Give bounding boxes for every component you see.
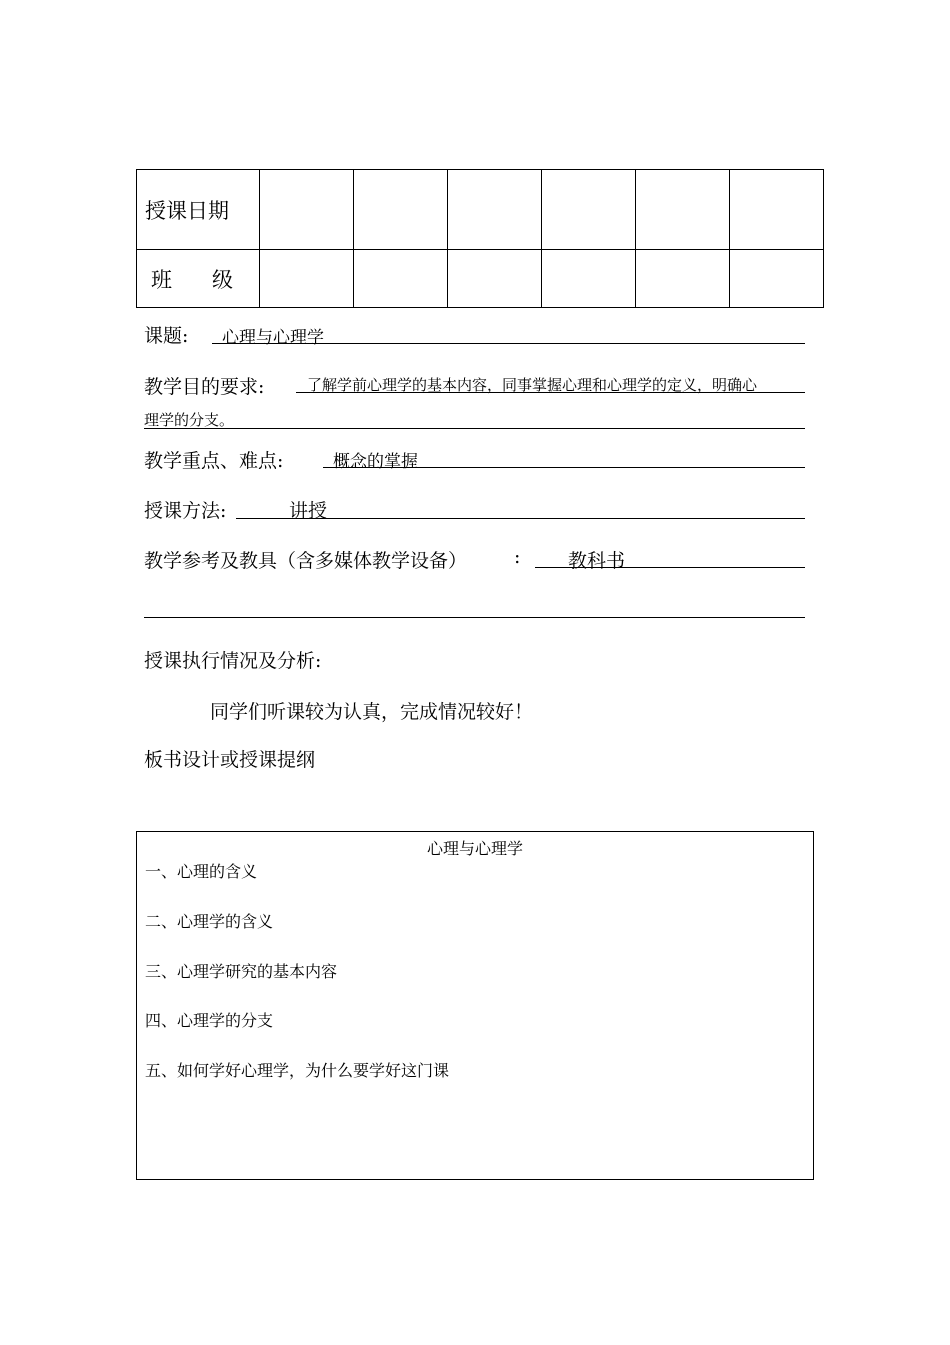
- class-label-cell: [137, 250, 260, 308]
- class-cell[interactable]: [448, 250, 542, 308]
- topic-label: 课题:: [144, 325, 189, 347]
- method-value: 讲授: [289, 500, 328, 522]
- class-cell[interactable]: [542, 250, 636, 308]
- class-cell[interactable]: [260, 250, 354, 308]
- class-row: [137, 250, 824, 308]
- date-cell[interactable]: [730, 170, 824, 250]
- date-cell[interactable]: [448, 170, 542, 250]
- references-colon: :: [514, 546, 521, 568]
- class-cell[interactable]: [730, 250, 824, 308]
- board-design-box: [136, 831, 814, 1180]
- objectives-underline-1: [296, 392, 805, 393]
- date-label-cell: [137, 170, 260, 250]
- key-points-label: 教学重点、难点:: [144, 450, 284, 472]
- board-item: 三、心理学研究的基本内容: [145, 962, 338, 981]
- blank-underline: [144, 617, 805, 618]
- date-label: 授课日期: [145, 198, 229, 223]
- objectives-label: 教学目的要求:: [144, 376, 265, 398]
- topic-value: 心理与心理学: [222, 328, 324, 348]
- objectives-value-line1: 了解学前心理学的基本内容，同事掌握心理和心理学的定义，明确心: [307, 376, 758, 394]
- class-label: [137, 268, 233, 292]
- class-cell[interactable]: [354, 250, 448, 308]
- objectives-value-line2: 理学的分支。: [144, 411, 235, 429]
- references-label: 教学参考及教具（含多媒体教学设备）: [144, 550, 468, 572]
- objectives-underline-2: [144, 428, 805, 429]
- class-cell[interactable]: [636, 250, 730, 308]
- board-item: 一、心理的含义: [145, 862, 258, 881]
- date-cell[interactable]: [354, 170, 448, 250]
- method-label: 授课方法:: [144, 500, 227, 522]
- board-item: 五、如何学好心理学，为什么要学好这门课: [145, 1061, 450, 1080]
- execution-value: 同学们听课较为认真，完成情况较好！: [210, 701, 534, 723]
- board-item: 四、心理学的分支: [145, 1011, 274, 1030]
- date-cell[interactable]: [260, 170, 354, 250]
- key-points-underline: [323, 467, 805, 468]
- date-row: [137, 170, 824, 250]
- references-underline: [535, 567, 805, 568]
- board-item: 二、心理学的含义: [145, 912, 274, 931]
- method-underline: [236, 518, 805, 519]
- date-cell[interactable]: [636, 170, 730, 250]
- execution-label: 授课执行情况及分析:: [144, 650, 322, 672]
- topic-underline: [212, 343, 805, 344]
- key-points-value: 概念的掌握: [333, 452, 418, 472]
- date-cell[interactable]: [542, 170, 636, 250]
- class-label-char-1: 班: [151, 267, 172, 292]
- references-value: 教科书: [568, 550, 626, 572]
- board-title: 心理与心理学: [426, 839, 523, 858]
- board-design-label: 板书设计或授课提纲: [144, 749, 316, 771]
- class-label-char-2: 级: [212, 267, 233, 292]
- schedule-table: [136, 169, 824, 308]
